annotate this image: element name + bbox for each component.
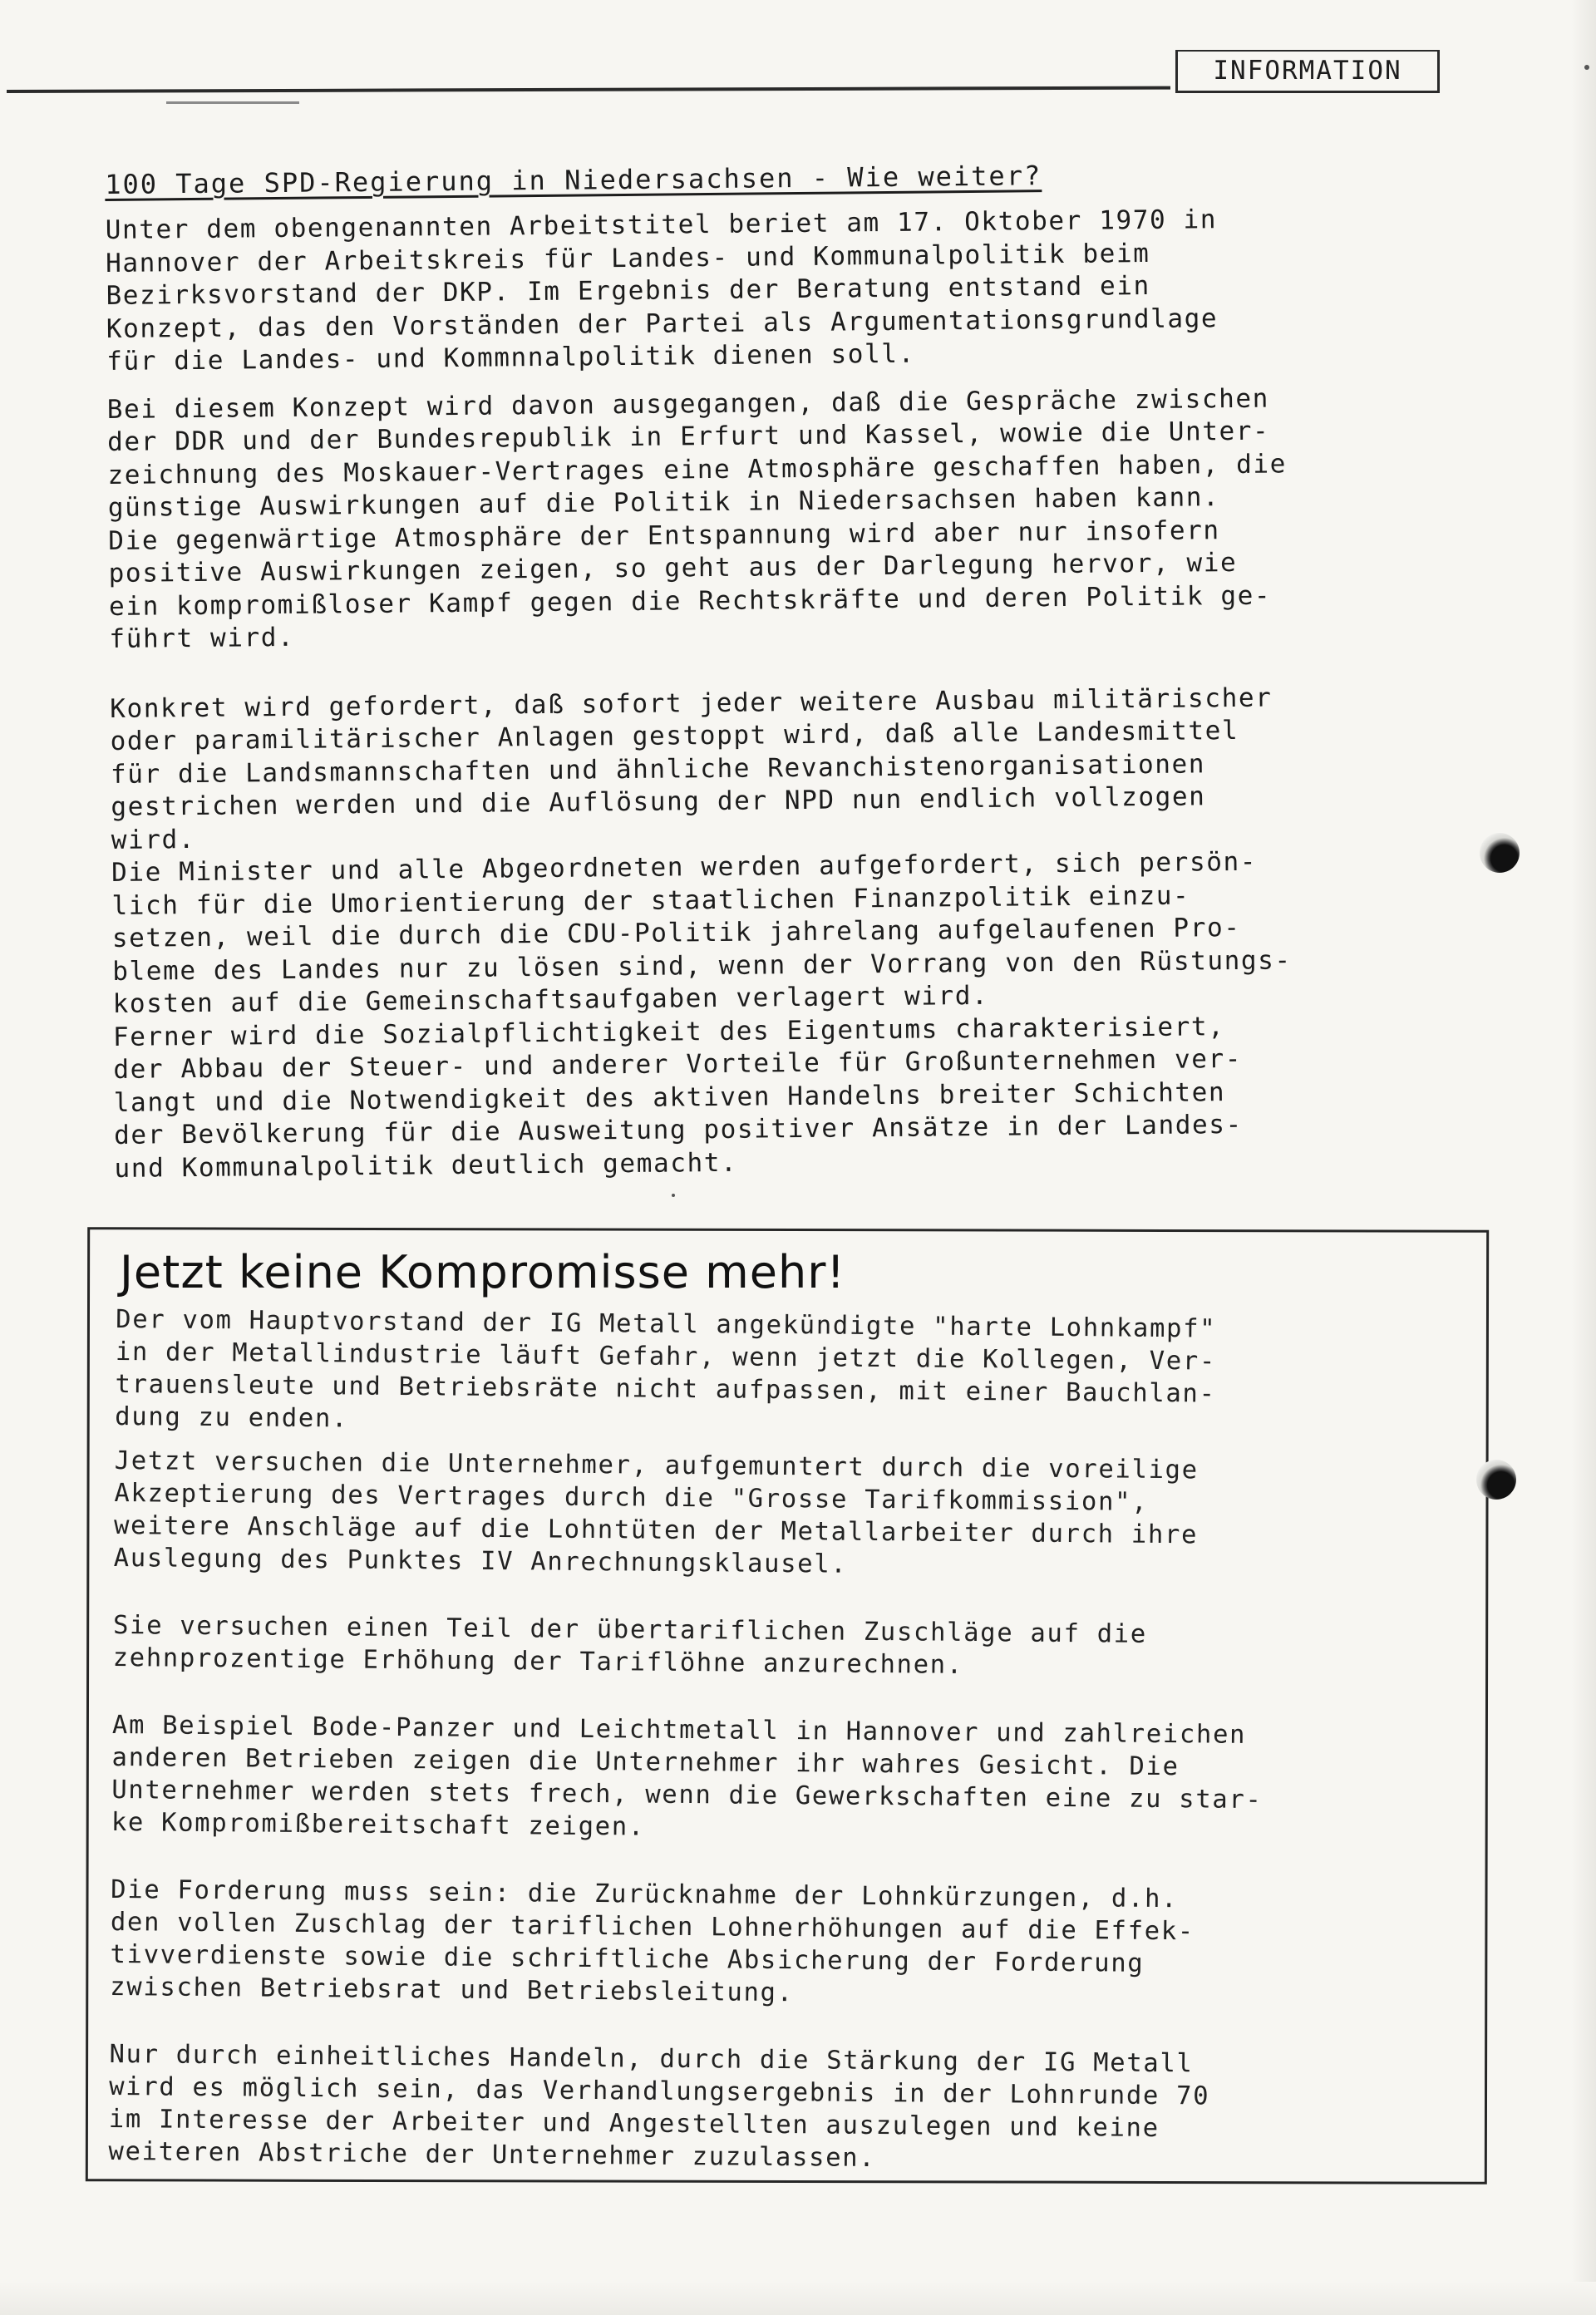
callout-paragraph-1: Der vom Hauptvorstand der IG Metall angekündigte "harte Lohnkampf" in der Metallindustrie läuft Gefahr, wenn jetzt die Kollegen, Ver- trauensleute und Betriebsräte nicht aufpassen, mit einer Bauchlan- dung zu enden. — [115, 1304, 1217, 1434]
article-paragraph-3: Konkret wird gefordert, daß sofort jeder weitere Ausbau militärischer oder paramilitärischer Anlagen gestoppt wird, daß alle Landesmittel für die Landsmannschaften und ähnliche Revanchistenorganisationen gestrichen werden und die Auflösung der NPD nun endlich vollzogen wird. — [110, 682, 1273, 855]
article-paragraph-2: Bei diesem Konzept wird davon ausgegangen, daß die Gespräche zwischen der DDR und der Bundesrepublik in Erfurt und Kassel, wowie die Unter- zeichnung des Moskauer-Vertrages eine Atmosphäre geschaffen haben, die günstige Auswirkungen auf die Politik in Niedersachsen haben kann. Die gegenwärtige Atmosphäre der Entspannung wird aber nur insofern positive Auswirkungen zeigen, so geht aus der Darlegung hervor, wie ein kompromißloser Kampf gegen die Rechtskräfte und deren Politik ge- führt wird. — [106, 383, 1288, 654]
paper-speck — [1584, 65, 1589, 70]
page-edge-right — [1571, 0, 1596, 2315]
callout-title: Jetzt keine Kompromisse mehr! — [119, 1246, 846, 1299]
punch-hole-icon — [1476, 1460, 1516, 1500]
page-edge-bottom — [0, 2282, 1596, 2315]
paper-speck — [672, 1194, 675, 1197]
article-paragraph-5: Ferner wird die Sozialpflichtigkeit des Eigentums charakterisiert, der Abbau der Steuer- und anderer Vorteile für Großunternehmen ver- langt und die Notwendigkeit des aktiven Handelns breiter Schichten der Bevölkerung für die Ausweitung positiver Ansätze in der Landes- und Kommunalpolitik deutlich gemacht. — [112, 1011, 1243, 1184]
article-headline: 100 Tage SPD-Regierung in Niedersachsen - Wie weiter? — [105, 160, 1042, 200]
punch-hole-icon — [1480, 833, 1520, 873]
callout-paragraph-5: Die Forderung muss sein: die Zurücknahme der Lohnkürzungen, d.h. den vollen Zuschlag der tariflichen Lohnerhöhungen auf die Effek- tivverdienste sowie die schriftliche Absicherung der Forderung zwischen Betriebsrat und Betriebsleitung. — [110, 1874, 1195, 2008]
callout-paragraph-6: Nur durch einheitliches Handeln, durch die Stärkung der IG Metall wird es möglich sein, das Verhandlungsergebnis in der Lohnrunde 70 im Interesse der Arbeiter und Angestellten auszulegen und keine weiteren Abstriche der Unternehmer zuzulassen. — [108, 2039, 1210, 2174]
header-rule-shadow — [166, 101, 299, 104]
article-paragraph-4: Die Minister und alle Abgeordneten werden aufgefordert, sich persön- lich für die Umorientierung der staatlichen Finanzpolitik einzu- setzen, weil die durch die CDU-Politik jahrelang aufgelaufenen Pro- bleme des Landes nur zu lösen sind, wenn der Vorrang von den Rüstungs- kosten auf die Gemeinschaftsaufgaben verlagert wird. — [111, 846, 1292, 1019]
information-label: INFORMATION — [1175, 50, 1440, 93]
callout-paragraph-2: Jetzt versuchen die Unternehmer, aufgemuntert durch die voreilige Akzeptierung des Vertrages durch die "Grosse Tarifkommission", weitere Anschläge auf die Lohntüten der Metallarbeiter durch ihre Auslegung des Punktes IV Anrechnungsklausel. — [113, 1446, 1199, 1579]
article-paragraph-1: Unter dem obengenannten Arbeitstitel beriet am 17. Oktober 1970 in Hannover der Arbeitskreis für Landes- und Kommunalpolitik beim Bezirksvorstand der DKP. Im Ergebnis der Beratung entstand ein Konzept, das den Vorständen der Partei als Argumentationsgrundlage für die Landes- und Kommnnalpolitik dienen soll. — [105, 204, 1219, 377]
callout-content — [108, 1247, 1480, 2214]
header-rule — [7, 86, 1170, 93]
article — [105, 153, 1495, 1185]
callout-paragraph-4: Am Beispiel Bode-Panzer und Leichtmetall in Hannover und zahlreichen anderen Betrieben zeigen die Unternehmer ihr wahres Gesicht. Die Unternehmer werden stets frech, wenn die Gewerkschaften eine zu star- ke Kompromißbereitschaft zeigen. — [111, 1710, 1263, 1842]
callout-paragraph-3: Sie versuchen einen Teil der übertariflichen Zuschläge auf die zehnprozentige Erhöhung der Tariflöhne anzurechnen. — [112, 1610, 1148, 1680]
